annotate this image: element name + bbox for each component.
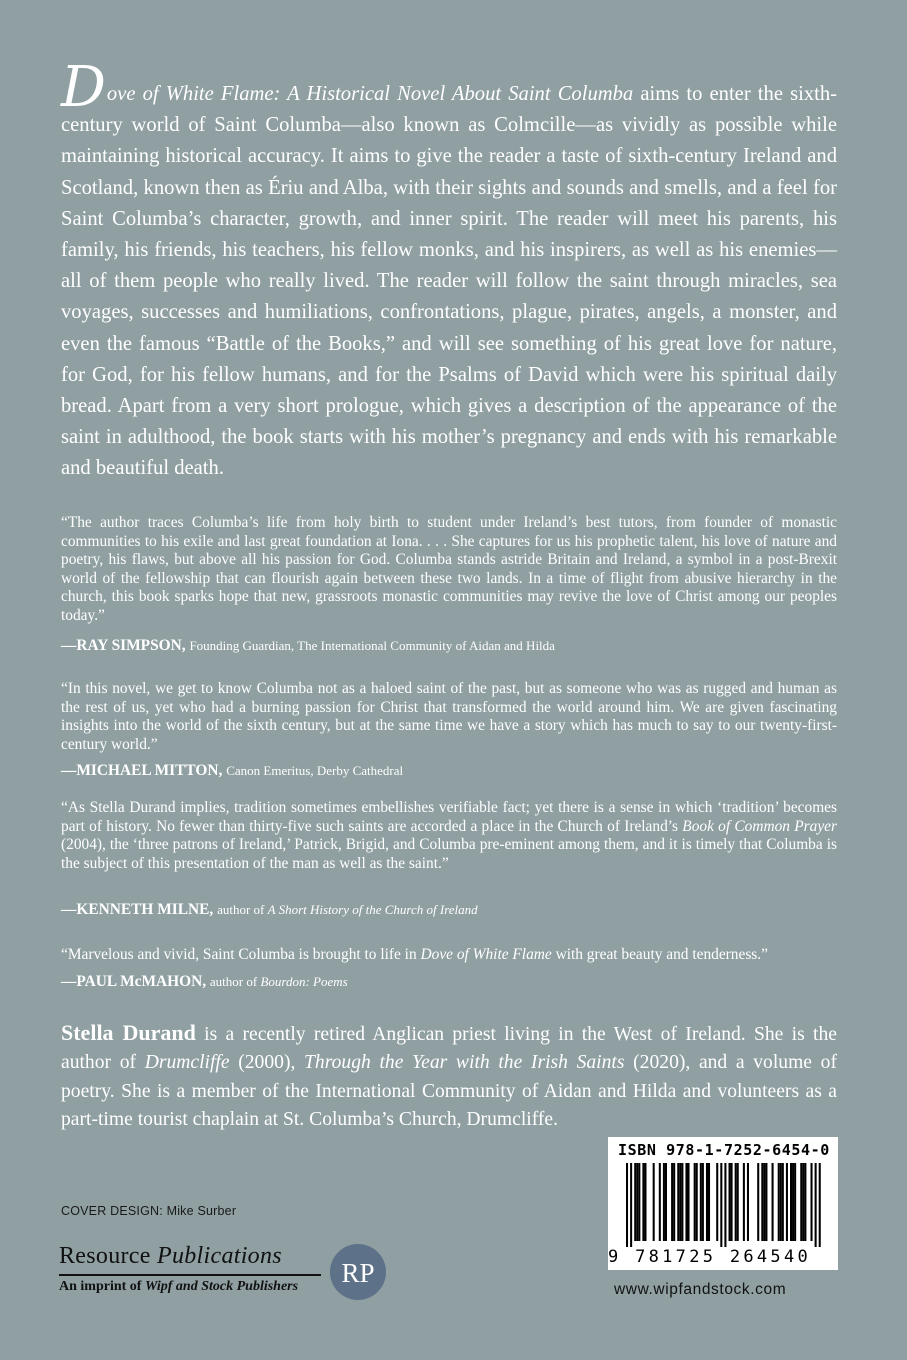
endorsement-attribution	[61, 637, 837, 655]
quote-text: “As Stella Durand implies, tradition sometimes embellishes verifiable fact; yet there is a sense in which ‘tradition’ becomes part of history. No fewer than thirty-five such saints are accorded a place in the Church of Ireland’s	[61, 799, 837, 835]
publisher-divider	[59, 1274, 321, 1276]
isbn-number: ISBN 978-1-7252-6454-0	[618, 1141, 830, 1159]
endorsement-attribution	[61, 762, 837, 780]
publisher-imprint-line	[59, 1279, 298, 1295]
rp-logo-icon	[330, 1244, 386, 1300]
bio-text: (2000),	[229, 1052, 305, 1074]
endorsement-attribution	[61, 973, 837, 991]
barcode-bar	[794, 1163, 796, 1241]
barcode-digits-text: 9 781725 264540	[608, 1247, 812, 1267]
quote-book-title: Book of Common Prayer	[682, 817, 837, 835]
barcode-bar	[802, 1163, 804, 1241]
endorser-name: —PAUL McMAHON,	[61, 973, 207, 990]
barcode-bar	[782, 1163, 784, 1241]
endorser-role: Canon Emeritus, Derby Cathedral	[226, 763, 404, 778]
barcode-bar	[636, 1163, 638, 1241]
bio-book-title: Through the Year with the Irish Saints	[304, 1052, 625, 1074]
barcode-bar	[792, 1163, 794, 1241]
barcode-bar	[671, 1163, 673, 1241]
barcode-bar	[780, 1163, 782, 1241]
endorsement-attribution	[61, 901, 837, 919]
barcode-bar	[677, 1163, 679, 1241]
barcode-bar	[747, 1163, 749, 1241]
barcode-bar	[700, 1163, 702, 1241]
barcode-bar	[765, 1163, 767, 1241]
quote-text: “Marvelous and vivid, Saint Columba is brought to life in	[61, 946, 421, 963]
publisher-website: www.wipfandstock.com	[614, 1281, 787, 1298]
quote-book-title: Dove of White Flame	[420, 946, 552, 963]
barcode-bar	[638, 1163, 640, 1241]
endorser-role	[217, 902, 478, 917]
barcode-bar	[679, 1163, 681, 1241]
role-book-title: A Short History of the Church of Ireland	[267, 902, 478, 917]
barcode-bar	[757, 1163, 759, 1241]
barcode-bar	[626, 1163, 628, 1247]
barcode-bar	[819, 1163, 821, 1247]
publisher-name	[59, 1243, 282, 1270]
barcode-bar	[778, 1163, 780, 1241]
isbn-barcode	[608, 1137, 838, 1270]
book-blurb	[61, 55, 837, 485]
barcode-bar	[716, 1163, 718, 1241]
barcode-bar	[811, 1163, 813, 1241]
publisher-name-part: Resource	[59, 1243, 157, 1269]
barcode-bar	[800, 1163, 802, 1241]
rp-logo-text: RP	[341, 1258, 375, 1288]
author-name: Stella Durand	[61, 1020, 196, 1045]
barcode-bar	[735, 1163, 737, 1241]
barcode-bar	[665, 1163, 667, 1241]
role-book-title: Bourdon: Poems	[260, 974, 348, 989]
barcode-bar	[720, 1163, 722, 1247]
barcode-bar	[772, 1163, 774, 1241]
quote-text: with great beauty and tenderness.”	[551, 946, 768, 963]
barcode-bar	[694, 1163, 696, 1241]
bio-text: is a recently retired Anglican priest living in the West of Ireland. She is the author of	[61, 1024, 837, 1074]
barcode-bar	[761, 1163, 763, 1241]
barcode-bar	[702, 1163, 704, 1241]
barcode-bar	[630, 1163, 632, 1247]
endorser-name: —MICHAEL MITTON,	[61, 762, 223, 779]
endorser-role	[210, 974, 348, 989]
publisher-name-part: Publications	[157, 1243, 282, 1269]
role-prefix: author of	[217, 902, 265, 917]
barcode-digits	[608, 1247, 838, 1267]
quote-text: (2004), the ‘three patrons of Ireland,’ Patrick, Brigid, and Columba pre-eminent among them, and it is timely that Columba is the subject of this presentation of the man as well as the saint.”	[61, 836, 837, 872]
author-bio	[61, 1019, 837, 1135]
barcode-bar	[685, 1163, 687, 1241]
barcode-bar	[731, 1163, 733, 1241]
publisher-imprint	[59, 1243, 329, 1305]
cover-design-credit: COVER DESIGN: Mike Surber	[61, 1204, 237, 1218]
barcode-bar	[673, 1163, 675, 1241]
barcode-bar	[763, 1163, 765, 1241]
barcode-bar	[634, 1163, 636, 1241]
endorsement-quote: “The author traces Columba’s life from holy birth to student under Ireland’s best tutors, from founder of monastic communities to his exile and last great foundation at Iona. . . . She captures for us his prophetic talent, his love of nature and poetry, his flaws, but above all his passion for God. Columba stands astride Britain and Ireland, a symbol in a post-Brexit world of the fellowship that can flourish again between these two lands. In a time of flight from abusive hierarchy in the church, this book sparks hope that new, grassroots monastic communities may revive the love of Christ among our peoples today.”	[61, 514, 837, 624]
endorser-name: —RAY SIMPSON,	[61, 637, 186, 654]
drop-cap: D	[61, 55, 106, 120]
barcode-bar	[737, 1163, 739, 1241]
barcode-bar	[790, 1163, 792, 1241]
bio-book-title: Drumcliffe	[144, 1052, 230, 1074]
barcode-bar	[786, 1163, 788, 1241]
barcode-bar	[681, 1163, 683, 1241]
barcode-bar	[663, 1163, 665, 1241]
barcode-bar	[804, 1163, 806, 1241]
role-prefix: author of	[209, 974, 258, 989]
endorsement-quote	[61, 799, 837, 873]
barcode-bar	[815, 1163, 817, 1247]
endorser-role: Founding Guardian, The International Community of Aidan and Hilda	[189, 638, 555, 653]
barcode-bar	[644, 1163, 646, 1241]
barcode-bar	[642, 1163, 644, 1241]
barcode-bar	[706, 1163, 708, 1241]
endorser-name: —KENNETH MILNE,	[61, 901, 214, 918]
imprint-name: Wipf and Stock Publishers	[144, 1279, 299, 1294]
barcode-bar	[659, 1163, 661, 1241]
blurb-text: aims to enter the sixth-century world of Saint Columba—also known as Colmcille—as vividly as possible while maintaining historical accuracy. It aims to give the reader a taste of sixth-century Ireland and Scotland, known then as Ériu and Alba, with their sights and sounds and smells, and a feel for Saint Columba’s character, growth, and inner spirit. The reader will meet his parents, his family, his friends, his teachers, his fellow monks, and his inspirers, as well as his enemies—all of them people who really lived. The reader will follow the saint through miracles, sea voyages, successes and humiliations, confrontations, plague, pirates, angels, a monster, and even the famous “Battle of the Books,” and will see something of his great love for nature, for God, for his fellow humans, and for the Psalms of David which were his spiritual daily bread. Apart from a very short prologue, which gives a description of the appearance of the saint in adulthood, the book starts with his mother’s pregnancy and ends with his remarkable and beautiful death.	[61, 83, 837, 480]
barcode-bar	[653, 1163, 655, 1241]
barcode-icon	[608, 1163, 838, 1249]
endorsement-quote	[61, 946, 837, 965]
imprint-prefix: An imprint of	[59, 1279, 145, 1294]
endorsement-quote: “In this novel, we get to know Columba not as a haloed saint of the past, but as someone who was as rugged and human as the rest of us, yet who had a burning passion for Christ that transformed the world around him. We are given fascinating insights into the world of the sixth century, but at the same time we have a story which has much to say to our twenty-first-century world.”	[61, 680, 837, 753]
barcode-bar	[729, 1163, 731, 1241]
barcode-bar	[708, 1163, 710, 1241]
barcode-bar	[696, 1163, 698, 1241]
barcode-bar	[688, 1163, 690, 1241]
barcode-bar	[743, 1163, 745, 1241]
barcode-bar	[724, 1163, 726, 1247]
bio-text: (2020), and a volume of poetry. She is a member of the International Community of Aidan and Hilda and volunteers as a part-time tourist chaplain at St. Columba’s Church, Drumcliffe.	[61, 1052, 837, 1131]
book-title: ove of White Flame: A Historical Novel About Saint Columba	[106, 83, 634, 105]
